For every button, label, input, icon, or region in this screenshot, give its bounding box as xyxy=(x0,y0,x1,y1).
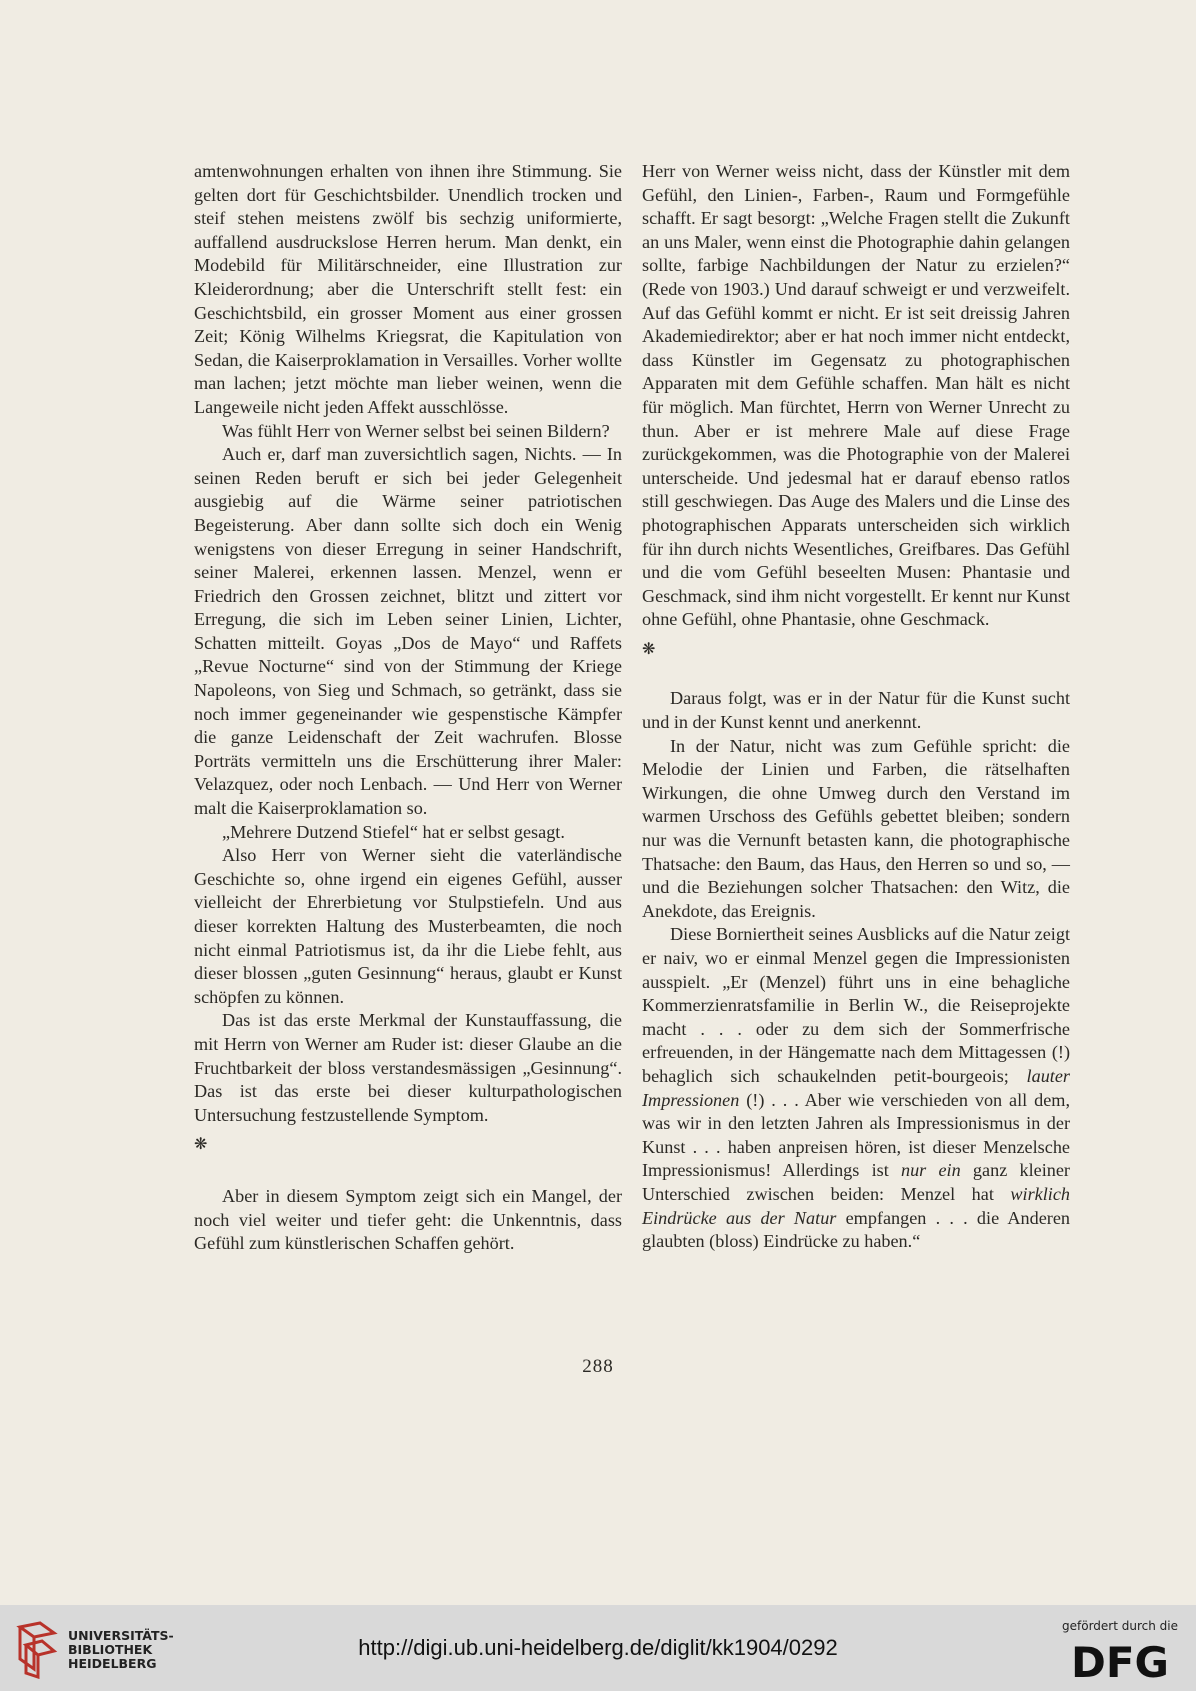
dfg-logo-text: DFG xyxy=(1070,1639,1170,1683)
paragraph: amtenwohnungen erhalten von ihnen ihre Stimmung. Sie gelten dort für Geschichtsbilder. Unendlich trocken und steif stehen meistens zwölf bis sechzig uniformierte, auffallend ausdruckslose Herren herum. Man denkt, ein Modebild für Militärschneider, eine Illustration zur Kleiderordnung; aber die Unterschrift stellt fest: ein Geschichtsbild, ein grosser Moment aus einer grossen Zeit; König Wilhelms Kriegsrat, die Kapitulation von Sedan, die Kaiserproklamation in Versailles. Vorher wollte man lachen; jetzt möchte man lieber weinen, wenn die Langeweile nicht jeden Affekt ausschlösse. xyxy=(194,161,622,417)
paragraph: Aber in diesem Symptom zeigt sich ein Mangel, der noch viel weiter und tiefer geht: die Unkenntnis, dass Gefühl zum künstlerischen Schaffen gehört. xyxy=(194,1185,622,1254)
paragraph: „Mehrere Dutzend Stiefel“ hat er selbst gesagt. xyxy=(222,821,565,842)
paragraph: Daraus folgt, was er in der Natur für die Kunst sucht und in der Kunst kennt und anerkennt. xyxy=(642,688,1070,733)
text-run: ganz kleiner Unterschied zwischen beiden: Menzel hat xyxy=(642,1160,1070,1204)
paragraph: Also Herr von Werner sieht die vaterländische Geschichte so, ohne irgend ein eigenes Gefühl, ausser vielleicht der Ehrerbietung vor Stulpstiefeln. Und aus dieser korrekten Haltung des Musterbeamten, die noch nicht einmal Patriotismus ist, da ihr die Liebe fehlt, aus dieser blossen „guten Gesinnung“ heraus, glaubt er Kunst schöpfen zu können. xyxy=(194,845,622,1007)
page-number: 288 xyxy=(582,1356,614,1377)
text-run: empfangen . . . die Anderen glaubten (bloss) Eindrücke zu haben.“ xyxy=(642,1207,1070,1252)
library-name-line: UNIVERSITÄTS- xyxy=(68,1628,174,1643)
text-run: Diese Borniertheit seines Ausblicks auf die Natur zeigt er naiv, wo er einmal Menzel gegen die Impressionisten ausspielt. „Er (Menzel) führt uns in eine behagliche Kommerzienratsfamilie in Berlin W., die Reiseprojekte macht . . . oder zu dem sich der Sommerfrische erfreuenden, in der Hängematte nach dem Mittagessen (!) behaglich sich schaukelnden petit-bourgeois; xyxy=(642,924,1070,1086)
text-column-left xyxy=(194,160,622,1256)
emphasis: wirklich Eindrücke aus der Natur xyxy=(642,1183,1070,1228)
emphasis: nur ein xyxy=(900,1160,961,1181)
emphasis: lauter Impressionen xyxy=(642,1065,1070,1110)
library-name-line: BIBLIOTHEK xyxy=(68,1642,153,1657)
paragraph: Das ist das erste Merkmal der Kunstauffassung, die mit Herrn von Werner am Ruder ist: dieser Glaube an die Fruchtbarkeit der bloss verstandesmässigen „Gesinnung“. Das ist das erste bei dieser kulturpathologischen Untersuchung festzustellende Symptom. xyxy=(194,1010,622,1125)
section-ornament: ❋ xyxy=(642,640,656,658)
paragraph-menzel-quote xyxy=(642,923,1070,1253)
paragraph: In der Natur, nicht was zum Gefühle spricht: die Melodie der Linien und Farben, die rätselhaften Wirkungen, die ohne Umweg durch den Verstand im warmen Urschoss des Gefühls gebettet bleiben; sondern nur was die Vernunft betasten kann, die photographische Thatsache: den Baum, das Haus, den Herren so und so, — und die Beziehungen solcher Thatsachen: den Witz, die Anekdote, das Ereignis. xyxy=(642,735,1070,921)
dfg-logo-icon xyxy=(1062,1639,1178,1683)
text-column-right xyxy=(642,160,1070,1254)
funding-label: gefördert durch die xyxy=(1062,1619,1178,1633)
paragraph: Was fühlt Herr von Werner selbst bei seinen Bildern? xyxy=(222,420,610,441)
paragraph: Herr von Werner weiss nicht, dass der Künstler mit dem Gefühl, den Linien-, Farben-, Raum und Formgefühle schafft. Er sagt besorgt: „Welche Fragen stellt die Zukunft an uns Maler, wenn einst die Photographie dahin gelangen sollte, farbige Nachbildungen der Natur zu erzielen?“ (Rede von 1903.) Und darauf schweigt er und verzweifelt. Auf das Gefühl kommt er nicht. Er ist seit dreissig Jahren Akademiedirektor; aber er hat noch immer nicht entdeckt, dass Künstler im Gegensatz zu photographischen Apparaten mit dem Gefühle schaffen. Man hält es nicht für möglich. Man fürchtet, Herrn von Werner Unrecht zu thun. Aber er ist mehrere Male auf diese Frage zurückgekommen, was die Photographie von der Malerei unterscheide. Und jedesmal hat er darauf ebenso ratlos still geschwiegen. Das Auge des Malers und die Linse des photographischen Apparats unterscheiden sich wirklich für ihn durch nichts Wesentliches, Greifbares. Das Gefühl und die vom Gefühl beseelten Musen: Phantasie und Geschmack, sind ihm nicht vorgestellt. Er kennt nur Kunst ohne Gefühl, ohne Phantasie, ohne Geschmack. xyxy=(642,161,1070,630)
digitization-footer xyxy=(0,1605,1196,1691)
library-name-line: HEIDELBERG xyxy=(68,1656,157,1671)
permalink-url[interactable]: http://digi.ub.uni-heidelberg.de/diglit/kk1904/0292 xyxy=(358,1635,838,1660)
section-ornament: ❋ xyxy=(194,1136,208,1154)
paragraph: Auch er, darf man zuversichtlich sagen, Nichts. — In seinen Reden beruft er sich bei jeder Gelegenheit ausgiebig auf die Wärme seiner patriotischen Begeisterung. Aber dann sollte sich doch ein Wenig wenigstens von dieser Erregung in seiner Handschrift, seiner Malerei, erkennen lassen. Menzel, wenn er Friedrich den Grossen zeichnet, blitzt und zittert vor Erregung, die sich im Leben seiner Linien, Lichter, Schatten mitteilt. Goyas „Dos de Mayo“ und Raffets „Revue Nocturne“ sind von der Stimmung der Kriege Napoleons, von Sieg und Schmach, so getränkt, dass sie noch immer gegeneinander wie gespenstische Kämpfer die ganze Leidenschaft der Zeit wachrufen. Blosse Porträts vermitteln uns die Erschütterung ihrer Maler: Velazquez, oder noch Lenbach. — Und Herr von Werner malt die Kaiserproklamation so. xyxy=(194,444,622,819)
text-run: (!) . . . Aber wie verschieden von all dem, was wir in den letzten Jahren als Impressionismus in der Kunst . . . haben anpreisen hören, ist dieser Menzelsche Impressionismus! Allerdings ist xyxy=(642,1089,1070,1181)
